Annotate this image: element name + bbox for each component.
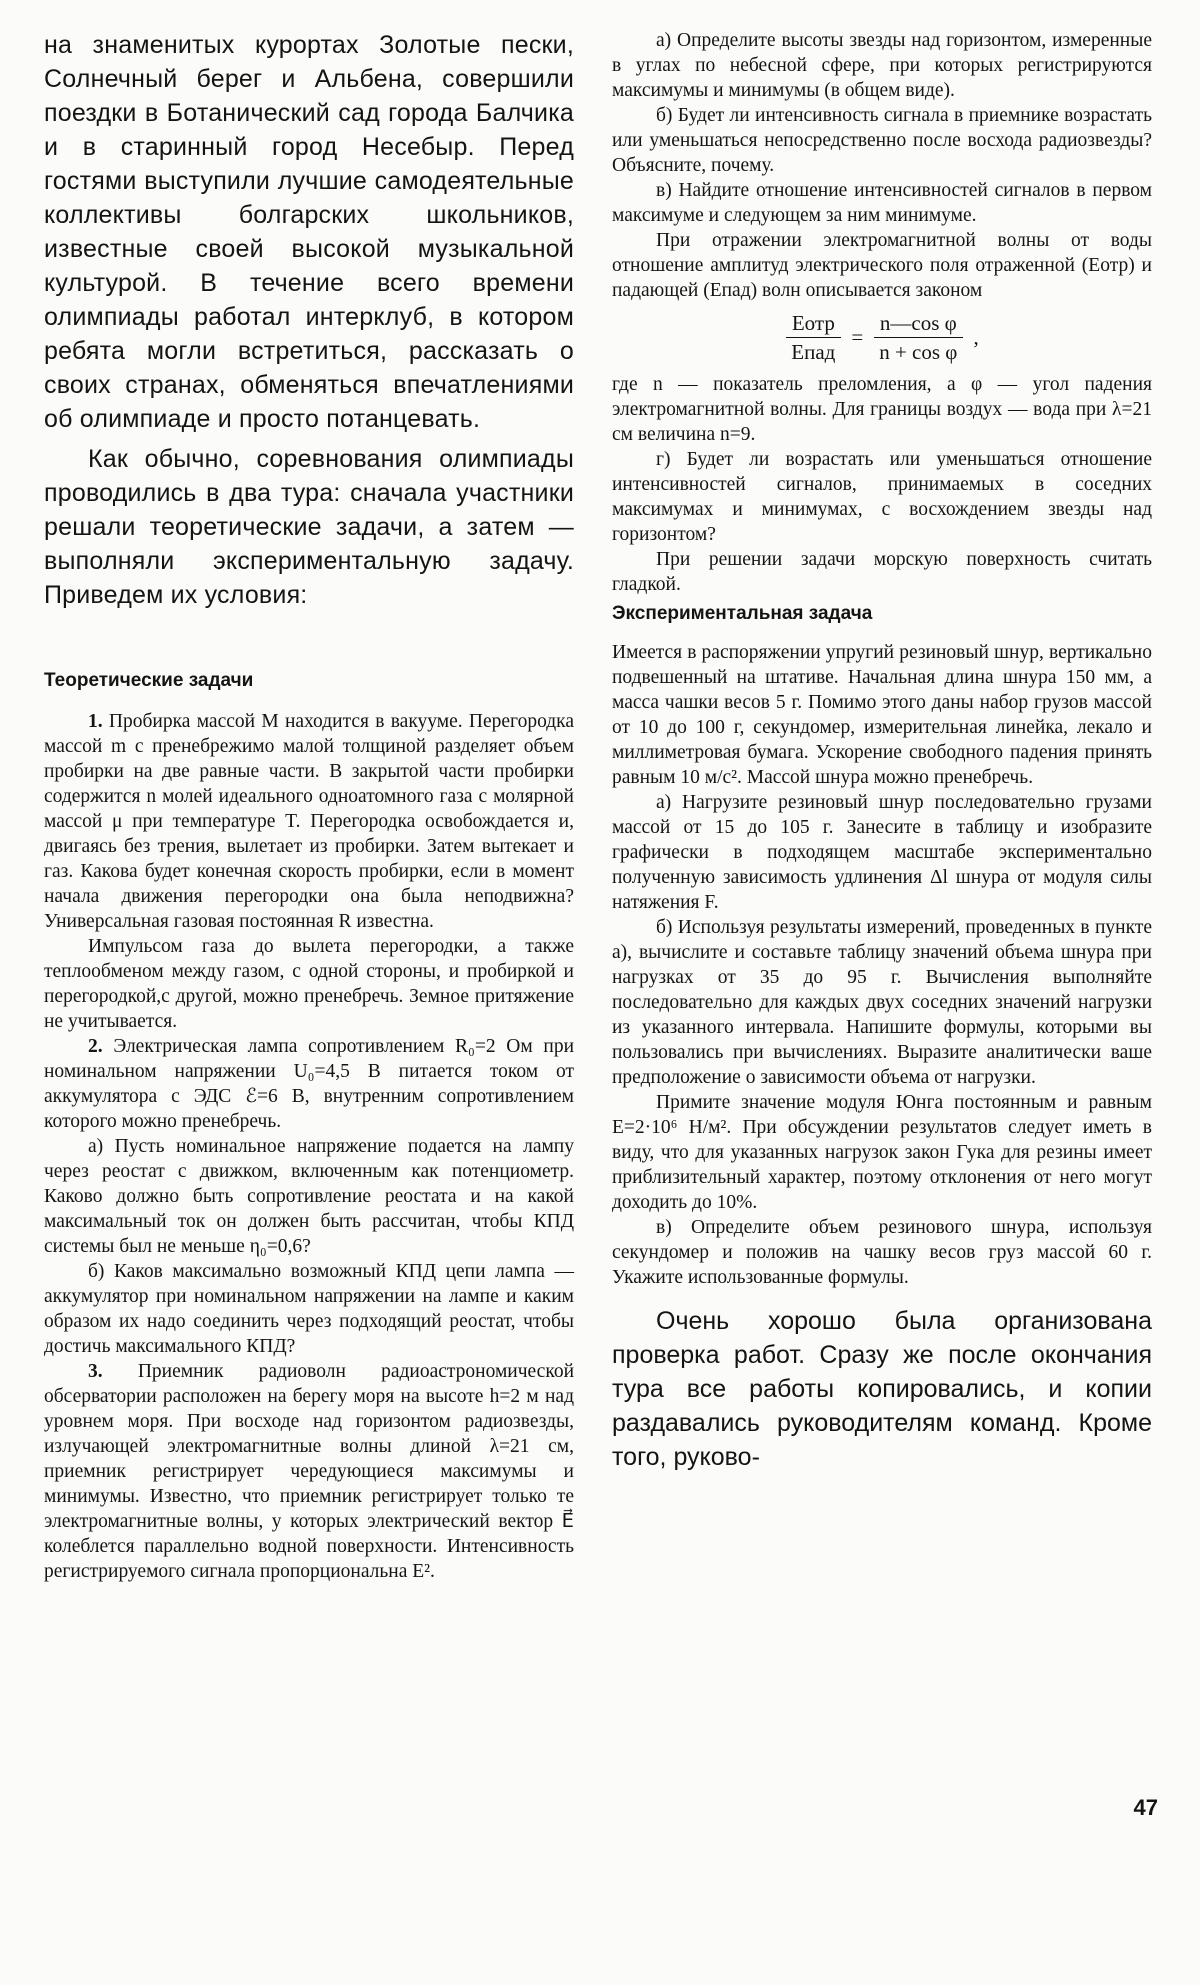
experiment-heading: Экспериментальная задача bbox=[612, 603, 873, 624]
theory-heading: Теоретические задачи bbox=[44, 670, 254, 691]
left-column bbox=[44, 28, 574, 1584]
problem-3-part-c: в) Найдите отношение интенсивностей сигналов в первом максимуме и следующем за ним минимуме. bbox=[612, 180, 1152, 226]
problem-3-part-b: б) Будет ли интенсивность сигнала в приемнике возрастать или уменьшаться непосредственно после восхода радиозвезды? Объясните, почему. bbox=[612, 105, 1152, 176]
problem-2-part-a: а) Пусть номинальное напряжение подается на лампу через реостат с движком, включенным как потенциометр. Каково должно быть сопротивление реостата и на какой максимальный ток он должен быть рассчитан, чтобы КПД системы был не меньше η₀=0,6? bbox=[44, 1136, 574, 1257]
experiment-part-a: а) Нагрузите резиновый шнур последовательно грузами массой от 15 до 105 г. Занесите в таблицу и изобразите графически в подходящем масштабе экспериментально полученную зависимость удлинения Δl шнура от модуля силы натяжения F. bbox=[612, 792, 1152, 913]
experiment-note: Примите значение модуля Юнга постоянным и равным E=2·10⁶ Н/м². При обсуждении результатов следует иметь в виду, что для указанных нагрузок закон Гука для резины имеет приблизительный характер, поэтому отклонения от него могут доходить до 10%. bbox=[612, 1092, 1152, 1213]
closing-paragraph: Очень хорошо была организована проверка работ. Сразу же после окончания тура все работы копировались, и копии раздавались руководителям команд. Кроме того, руково- bbox=[612, 1307, 1152, 1471]
problem-3-part-a: а) Определите высоты звезды над горизонтом, измеренные в углах по небесной сфере, при которых регистрируются максимумы и минимумы (в общем виде). bbox=[612, 30, 1152, 101]
problem-2 bbox=[44, 1034, 574, 1134]
right-column bbox=[612, 28, 1152, 1474]
closing-section bbox=[612, 1304, 1152, 1474]
problem-2-part-b: б) Каков максимально возможный КПД цепи лампа — аккумулятор при номинальном напряжении на лампе и каким образом их надо соединить через подходящий реостат, чтобы достичь максимального КПД? bbox=[44, 1261, 574, 1357]
problem-3-assumption: При решении задачи морскую поверхность считать гладкой. bbox=[612, 549, 1152, 595]
page-number: 47 bbox=[1133, 1795, 1158, 1820]
reflection-formula bbox=[612, 309, 1152, 366]
intro-section bbox=[44, 28, 574, 612]
problem-1-note: Импульсом газа до вылета перегородки, а также теплообменом между газом, с одной стороны, и пробиркой и перегородкой,с другой, можно пренебречь. Земное притяжение не учитывается. bbox=[44, 936, 574, 1032]
problem-3-text: Приемник радиоволн радиоастрономической обсерватории расположен на берегу моря на высоте h=2 м над уровнем моря. При восходе над горизонтом радиозвезды, излучающей электромагнитные волны длиной λ=21 см, приемник регистрирует чередующиеся максимумы и минимумы. Известно, что приемник регистрирует только те электромагнитные волны, у которых электрический вектор E⃗ колеблется параллельно водной поверхности. Интенсивность регистрируемого сигнала пропорциональна E². bbox=[44, 1361, 575, 1582]
experiment-setup: Имеется в распоряжении упругий резиновый шнур, вертикально подвешенный на штативе. Начальная длина шнура 150 мм, а масса чашки весов 5 г. Помимо этого даны набор грузов массой от 10 до 100 г, секундомер, измерительная линейка, лекало и миллиметровая бумага. Ускорение свободного падения принять равным 10 м/с². Массой шнура можно пренебречь. bbox=[612, 642, 1152, 788]
problem-3-reflection: При отражении электромагнитной волны от воды отношение амплитуд электрического поля отраженной (Eотр) и падающей (Eпад) волн описывается законом bbox=[612, 230, 1152, 301]
problem-2-number: 2. bbox=[88, 1036, 103, 1057]
formula-lhs-denominator: Eпад bbox=[791, 340, 836, 364]
formula-comma: , bbox=[973, 325, 979, 349]
experiment-part-b: б) Используя результаты измерений, проведенных в пункте а), вычислите и составьте таблицу значений объема шнура при нагрузках от 35 до 95 г. Вычисления выполняйте последовательно для каждых двух соседних значений нагрузки из указанного интервала. Напишите формулы, которыми вы пользовались при вычислениях. Выразите аналитически ваше предположение о зависимости объема от нагрузки. bbox=[612, 917, 1152, 1088]
problem-3-definitions: где n — показатель преломления, а φ — угол падения электромагнитной волны. Для границы воздух — вода при λ=21 см величина n=9. bbox=[612, 374, 1152, 445]
intro-paragraph-2: Как обычно, соревнования олимпиады проводились в два тура: сначала участники решали теоретические задачи, а затем — выполняли экспериментальную задачу. Приведем их условия: bbox=[44, 445, 574, 609]
theory-problems bbox=[44, 709, 574, 1584]
intro-paragraph-1: на знаменитых курортах Золотые пески, Солнечный берег и Альбена, совершили поездки в Ботанический сад города Балчика и в старинный город Несебыр. Перед гостями выступили лучшие самодеятельные коллективы болгарских школьников, известные своей высокой музыкальной культурой. В течение всего времени олимпиады работал интерклуб, в котором ребята могли встретиться, рассказать о своих странах, обменяться впечатлениями об олимпиаде и просто потанцевать. bbox=[44, 31, 574, 433]
problem-1-number: 1. bbox=[88, 711, 103, 732]
experiment-part-c: в) Определите объем резинового шнура, используя секундомер и положив на чашку весов груз массой 60 г. Укажите использованные формулы. bbox=[612, 1217, 1152, 1288]
formula-rhs bbox=[873, 309, 963, 366]
formula-lhs bbox=[785, 309, 841, 366]
formula-equals: = bbox=[851, 325, 864, 349]
problem-3 bbox=[44, 1359, 574, 1584]
formula-rhs-numerator: n—cos φ bbox=[874, 309, 963, 338]
problem-1 bbox=[44, 709, 574, 934]
formula-lhs-numerator: Eотр bbox=[786, 309, 841, 338]
problem-3-number: 3. bbox=[88, 1361, 103, 1382]
problem-3-part-d: г) Будет ли возрастать или уменьшаться отношение интенсивностей сигналов, принимаемых в соседних максимумах и минимумах, с восхождением звезды над горизонтом? bbox=[612, 449, 1152, 545]
problem-2-text: Электрическая лампа сопротивлением R₀=2 Ом при номинальном напряжении U₀=4,5 В питается током от аккумулятора с ЭДС ℰ=6 В, внутренним сопротивлением которого можно пренебречь. bbox=[44, 1036, 575, 1132]
formula-rhs-denominator: n + cos φ bbox=[879, 340, 958, 364]
problem-1-text: Пробирка массой M находится в вакууме. Перегородка массой m с пренебрежимо малой толщиной разделяет объем пробирки на две равные части. В закрытой части пробирки содержится n молей идеального одноатомного газа с молярной массой μ при температуре T. Перегородка освобождается и, двигаясь без трения, вылетает из пробирки. Затем вытекает и газ. Какова будет конечная скорость пробирки, если в момент начала движения перегородки она была неподвижна? Универсальная газовая постоянная R известна. bbox=[44, 711, 575, 932]
